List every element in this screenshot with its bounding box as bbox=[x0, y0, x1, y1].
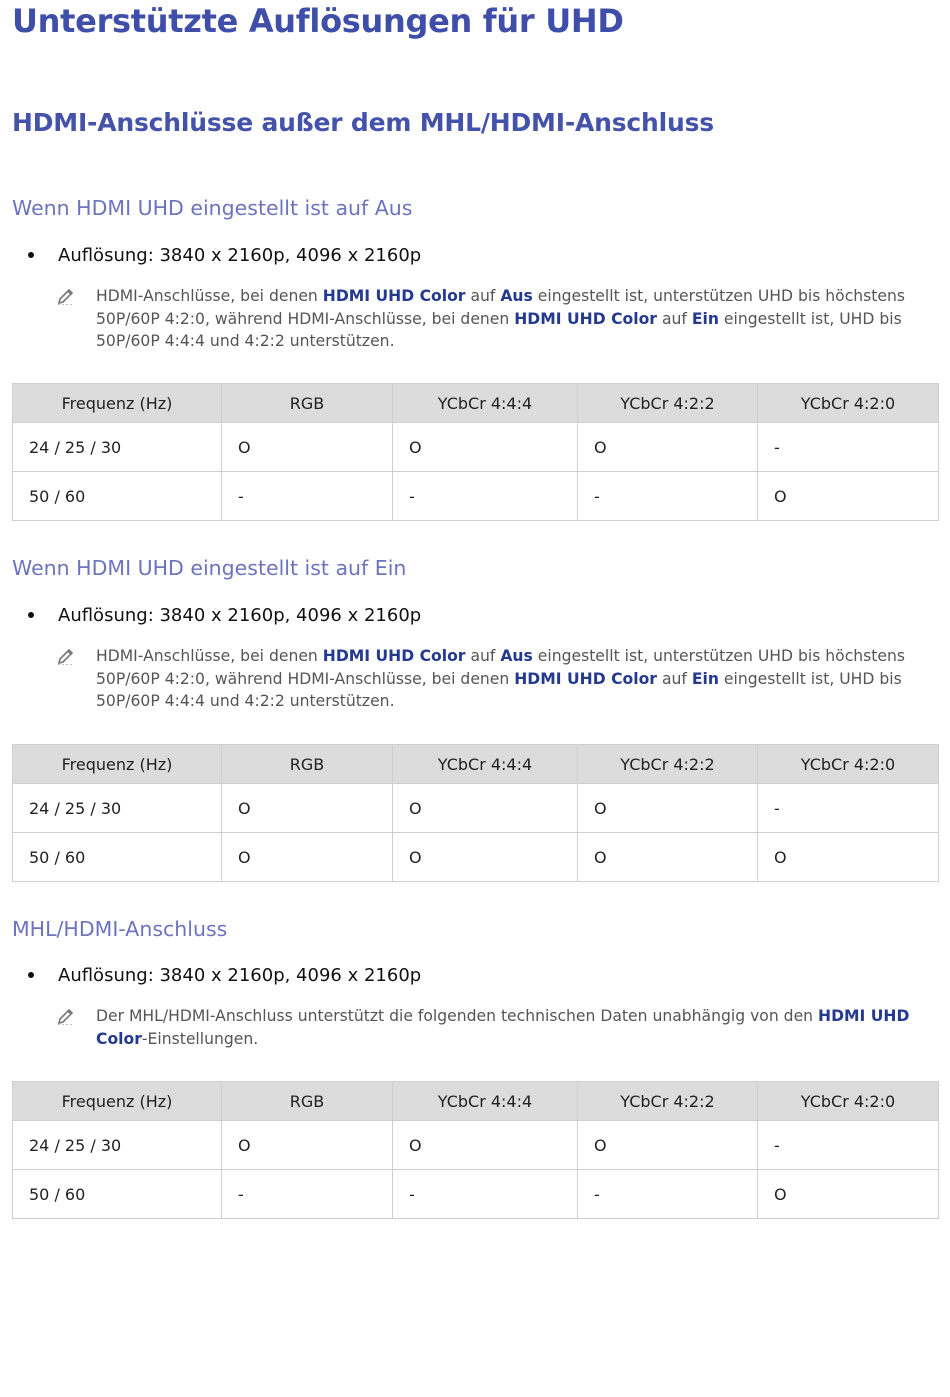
table-cell: O bbox=[222, 833, 393, 882]
spec-table bbox=[12, 744, 939, 882]
table-header: RGB bbox=[222, 1082, 393, 1121]
table-header: YCbCr 4:2:2 bbox=[578, 1082, 758, 1121]
table-header: YCbCr 4:4:4 bbox=[393, 384, 578, 423]
note-highlight: Aus bbox=[500, 647, 533, 665]
note bbox=[56, 1005, 916, 1050]
table-cell: O bbox=[758, 472, 939, 521]
table-row bbox=[13, 1170, 939, 1219]
table-cell: - bbox=[758, 1121, 939, 1170]
table-cell: 50 / 60 bbox=[13, 472, 222, 521]
table-row bbox=[13, 784, 939, 833]
section-title-hdmi-uhd-aus: Wenn HDMI UHD eingestellt ist auf Aus bbox=[12, 196, 413, 220]
table-cell: - bbox=[578, 472, 758, 521]
note-text: HDMI-Anschlüsse, bei denen HDMI UHD Color auf Aus eingestellt ist, unterstützen UHD bis höchstens 50P/60P 4:2:0, während HDMI-Anschlüsse, bei denen HDMI UHD Color auf Ein eingestellt ist, UHD bis 50P/60P 4:4:4 und 4:2:2 unterstützen. bbox=[96, 647, 905, 710]
table-header: YCbCr 4:2:2 bbox=[578, 745, 758, 784]
table-cell: O bbox=[758, 833, 939, 882]
table-cell: - bbox=[393, 472, 578, 521]
pencil-icon bbox=[56, 1005, 76, 1025]
note-highlight: Ein bbox=[691, 669, 719, 688]
note-highlight: HDMI UHD Color bbox=[514, 309, 657, 328]
table-cell: - bbox=[222, 1170, 393, 1219]
table-header: YCbCr 4:2:0 bbox=[758, 745, 939, 784]
table-cell: O bbox=[578, 833, 758, 882]
table-row bbox=[13, 472, 939, 521]
table-cell: O bbox=[393, 833, 578, 882]
table-header: Frequenz (Hz) bbox=[13, 745, 222, 784]
table-header: YCbCr 4:2:2 bbox=[578, 384, 758, 423]
table-header: YCbCr 4:2:0 bbox=[758, 384, 939, 423]
table-cell: - bbox=[393, 1170, 578, 1219]
note-highlight: HDMI UHD Color bbox=[322, 647, 466, 665]
pencil-icon bbox=[56, 645, 76, 665]
table-cell: O bbox=[222, 423, 393, 472]
table-cell: - bbox=[578, 1170, 758, 1219]
bullet-resolution bbox=[28, 243, 421, 267]
note-highlight: Aus bbox=[500, 287, 533, 305]
table-header-row bbox=[13, 745, 939, 784]
note-text: Der MHL/HDMI-Anschluss unterstützt die folgenden technischen Daten unabhängig von den HDMI UHD Color-Einstellungen. bbox=[96, 1007, 910, 1048]
section-title-hdmi-uhd-ein: Wenn HDMI UHD eingestellt ist auf Ein bbox=[12, 556, 407, 580]
table-cell: 50 / 60 bbox=[13, 1170, 222, 1219]
note bbox=[56, 645, 916, 713]
bullet-text: Auflösung: 3840 x 2160p, 4096 x 2160p bbox=[58, 604, 422, 626]
table-row bbox=[13, 833, 939, 882]
table-cell: O bbox=[393, 1121, 578, 1170]
table-cell: O bbox=[222, 1121, 393, 1170]
bullet-resolution bbox=[28, 603, 421, 627]
table-cell: - bbox=[758, 423, 939, 472]
table-row bbox=[13, 423, 939, 472]
table-cell: O bbox=[578, 423, 758, 472]
note bbox=[56, 285, 916, 353]
table-cell: 50 / 60 bbox=[13, 833, 222, 882]
spec-table bbox=[12, 1081, 939, 1219]
table-header-row bbox=[13, 1082, 939, 1121]
table-cell: - bbox=[222, 472, 393, 521]
table-cell: 24 / 25 / 30 bbox=[13, 1121, 222, 1170]
pencil-icon bbox=[56, 285, 76, 305]
table-cell: O bbox=[578, 784, 758, 833]
table-cell: - bbox=[758, 784, 939, 833]
bullet-text: Auflösung: 3840 x 2160p, 4096 x 2160p bbox=[58, 244, 422, 266]
table-header: Frequenz (Hz) bbox=[13, 1082, 222, 1121]
table-cell: O bbox=[393, 784, 578, 833]
table-cell: 24 / 25 / 30 bbox=[13, 423, 222, 472]
table-row bbox=[13, 1121, 939, 1170]
bullet-dot bbox=[28, 612, 34, 618]
spec-table bbox=[12, 383, 939, 521]
table-cell: O bbox=[578, 1121, 758, 1170]
table-cell: O bbox=[758, 1170, 939, 1219]
page-subtitle: HDMI-Anschlüsse außer dem MHL/HDMI-Anschluss bbox=[12, 108, 714, 137]
page-title: Unterstützte Auflösungen für UHD bbox=[12, 2, 624, 40]
bullet-dot bbox=[28, 972, 34, 978]
note-highlight: HDMI UHD Color bbox=[514, 669, 657, 688]
section-title-mhl-hdmi: MHL/HDMI-Anschluss bbox=[12, 917, 228, 941]
bullet-resolution bbox=[28, 963, 421, 987]
bullet-text: Auflösung: 3840 x 2160p, 4096 x 2160p bbox=[58, 964, 422, 986]
note-highlight: HDMI UHD Color bbox=[322, 287, 466, 305]
table-cell: O bbox=[393, 423, 578, 472]
table-header: YCbCr 4:2:0 bbox=[758, 1082, 939, 1121]
note-highlight: Ein bbox=[691, 309, 719, 328]
table-cell: O bbox=[222, 784, 393, 833]
table-header: RGB bbox=[222, 384, 393, 423]
table-header: YCbCr 4:4:4 bbox=[393, 745, 578, 784]
bullet-dot bbox=[28, 252, 34, 258]
note-text: HDMI-Anschlüsse, bei denen HDMI UHD Color auf Aus eingestellt ist, unterstützen UHD bis höchstens 50P/60P 4:2:0, während HDMI-Anschlüsse, bei denen HDMI UHD Color auf Ein eingestellt ist, UHD bis 50P/60P 4:4:4 und 4:2:2 unterstützen. bbox=[96, 287, 905, 350]
note-highlight: HDMI UHD Color bbox=[96, 1007, 910, 1048]
table-header: RGB bbox=[222, 745, 393, 784]
table-cell: 24 / 25 / 30 bbox=[13, 784, 222, 833]
table-header-row bbox=[13, 384, 939, 423]
table-header: YCbCr 4:4:4 bbox=[393, 1082, 578, 1121]
table-header: Frequenz (Hz) bbox=[13, 384, 222, 423]
